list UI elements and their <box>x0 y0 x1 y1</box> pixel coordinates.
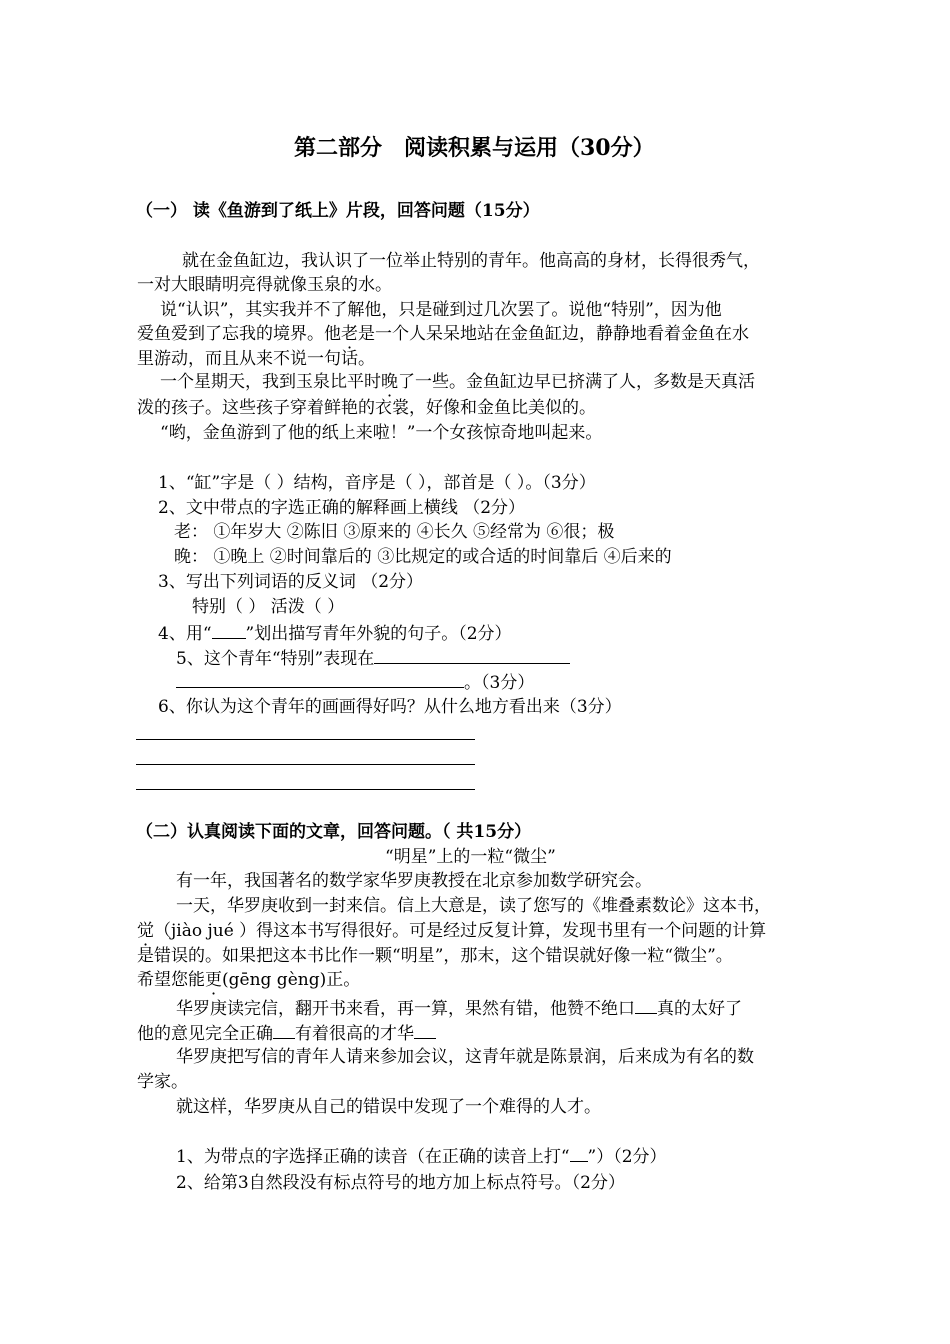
question-2: 2、文中带点的字选正确的解释画上横线 （2分） <box>158 498 526 518</box>
question-text: ”）（2分） <box>587 1147 667 1167</box>
passage-text: 是一个人呆呆地站在金鱼缸边，静静地看着金鱼在水 <box>358 324 749 344</box>
question-2-wan: 晚： ①晚上 ②时间靠后的 ③比规定的或合适的时间靠后 ④后来的 <box>174 547 672 567</box>
passage-line: 说“认识”，其实我并不了解他，只是碰到过几次罢了。说他“特别”，因为他 <box>160 300 722 320</box>
question-text: 。（3分） <box>464 673 535 693</box>
answer-line[interactable] <box>136 764 475 765</box>
question-4 <box>158 620 512 646</box>
answer-blank[interactable] <box>176 669 464 688</box>
question-1 <box>176 1143 667 1169</box>
passage-line: 一天，华罗庚收到一封来信。信上大意是，读了您写的《堆叠素数论》这本书， <box>176 896 771 916</box>
question-3-words: 特别（ ） 活泼（ ） <box>192 597 345 617</box>
passage-text: (gēng gèng)正。 <box>222 970 361 990</box>
punctuation-blank[interactable] <box>273 1020 295 1039</box>
question-2-lao: 老： ①年岁大 ②陈旧 ③原来的 ④长久 ⑤经常为 ⑥很；极 <box>174 522 615 542</box>
passage-text: 真的太好了 <box>657 999 742 1019</box>
passage-text: 一个星期天，我到玉泉比平时 <box>160 372 381 392</box>
dotted-char: 晚 <box>381 372 398 392</box>
passage-line: 是错误的。如果把这本书比作一颗“明星”，那末，这个错误就好像一粒“微尘”。 <box>137 946 733 966</box>
passage-text: （jiào jué ）得这本书写得很好。可是经过反复计算，发现书里有一个问题的计算 <box>154 921 767 941</box>
underline-sample <box>212 620 246 639</box>
section2-heading: （二）认真阅读下面的文章，回答问题。（ 共15分） <box>136 822 532 842</box>
passage-text: 华罗庚读完信，翻开书来看，再一算，果然有错，他赞不绝口 <box>176 999 635 1019</box>
passage-line: 泼的孩子。这些孩子穿着鲜艳的衣裳，好像和金鱼比美似的。 <box>137 398 596 418</box>
question-3: 3、写出下列词语的反义词 （2分） <box>158 572 424 592</box>
section1-heading: （一） 读《鱼游到了纸上》片段，回答问题（15分） <box>136 201 540 221</box>
passage-text: 希望您能 <box>137 970 205 990</box>
passage-line <box>137 1020 436 1046</box>
question-1: 1、“缸”字是（ ）结构，音序是（ ），部首是（ ）。（3分） <box>158 473 596 493</box>
question-5-cont <box>176 669 534 695</box>
passage-line: 就在金鱼缸边，我认识了一位举止特别的青年。他高高的身材，长得很秀气， <box>182 251 760 271</box>
passage-line: 里游动，而且从来不说一句话。 <box>137 349 375 369</box>
passage-line <box>137 968 360 992</box>
question-text: 5、这个青年“特别”表现在 <box>176 649 375 669</box>
dotted-char: 觉 <box>137 921 154 941</box>
passage-line <box>137 919 766 943</box>
passage-line: 华罗庚把写信的青年人请来参加会议，这青年就是陈景润，后来成为有名的数 <box>176 1047 754 1067</box>
passage-text: 了一些。金鱼缸边早已挤满了人，多数是天真活 <box>398 372 755 392</box>
passage-line: “哟，金鱼游到了他的纸上来啦！”一个女孩惊奇地叫起来。 <box>160 423 603 443</box>
passage-text: 他的意见完全正确 <box>137 1024 273 1044</box>
dotted-char: 更 <box>205 970 222 990</box>
dotted-char: 老 <box>341 324 358 344</box>
article-title: “明星”上的一粒“微尘” <box>385 847 556 867</box>
passage-text: 爱鱼爱到了忘我的境界。他 <box>137 324 341 344</box>
passage-line <box>160 370 755 394</box>
question-text: ”划出描写青年外貌的句子。（2分） <box>245 624 512 644</box>
question-5 <box>176 645 570 671</box>
question-text: 4、用“ <box>158 624 212 644</box>
underline-sample <box>570 1143 588 1162</box>
punctuation-blank[interactable] <box>635 995 657 1014</box>
passage-line: 就这样，华罗庚从自己的错误中发现了一个难得的人才。 <box>176 1097 601 1117</box>
question-6: 6、你认为这个青年的画画得好吗？从什么地方看出来（3分） <box>158 697 622 717</box>
answer-blank[interactable] <box>374 645 570 664</box>
page-title: 第二部分 阅读积累与运用（30分） <box>294 135 655 161</box>
passage-line: 学家。 <box>137 1072 188 1092</box>
question-text: 1、为带点的字选择正确的读音（在正确的读音上打“ <box>176 1147 570 1167</box>
passage-line <box>137 322 749 346</box>
passage-line: 一对大眼睛明亮得就像玉泉的水。 <box>137 275 392 295</box>
passage-text: 有着很高的才华 <box>295 1024 414 1044</box>
answer-line[interactable] <box>136 789 475 790</box>
passage-line <box>176 995 742 1021</box>
punctuation-blank[interactable] <box>414 1020 436 1039</box>
answer-line[interactable] <box>136 739 475 740</box>
question-2: 2、给第3自然段没有标点符号的地方加上标点符号。（2分） <box>176 1173 625 1193</box>
passage-line: 有一年，我国著名的数学家华罗庚教授在北京参加数学研究会。 <box>176 871 652 891</box>
